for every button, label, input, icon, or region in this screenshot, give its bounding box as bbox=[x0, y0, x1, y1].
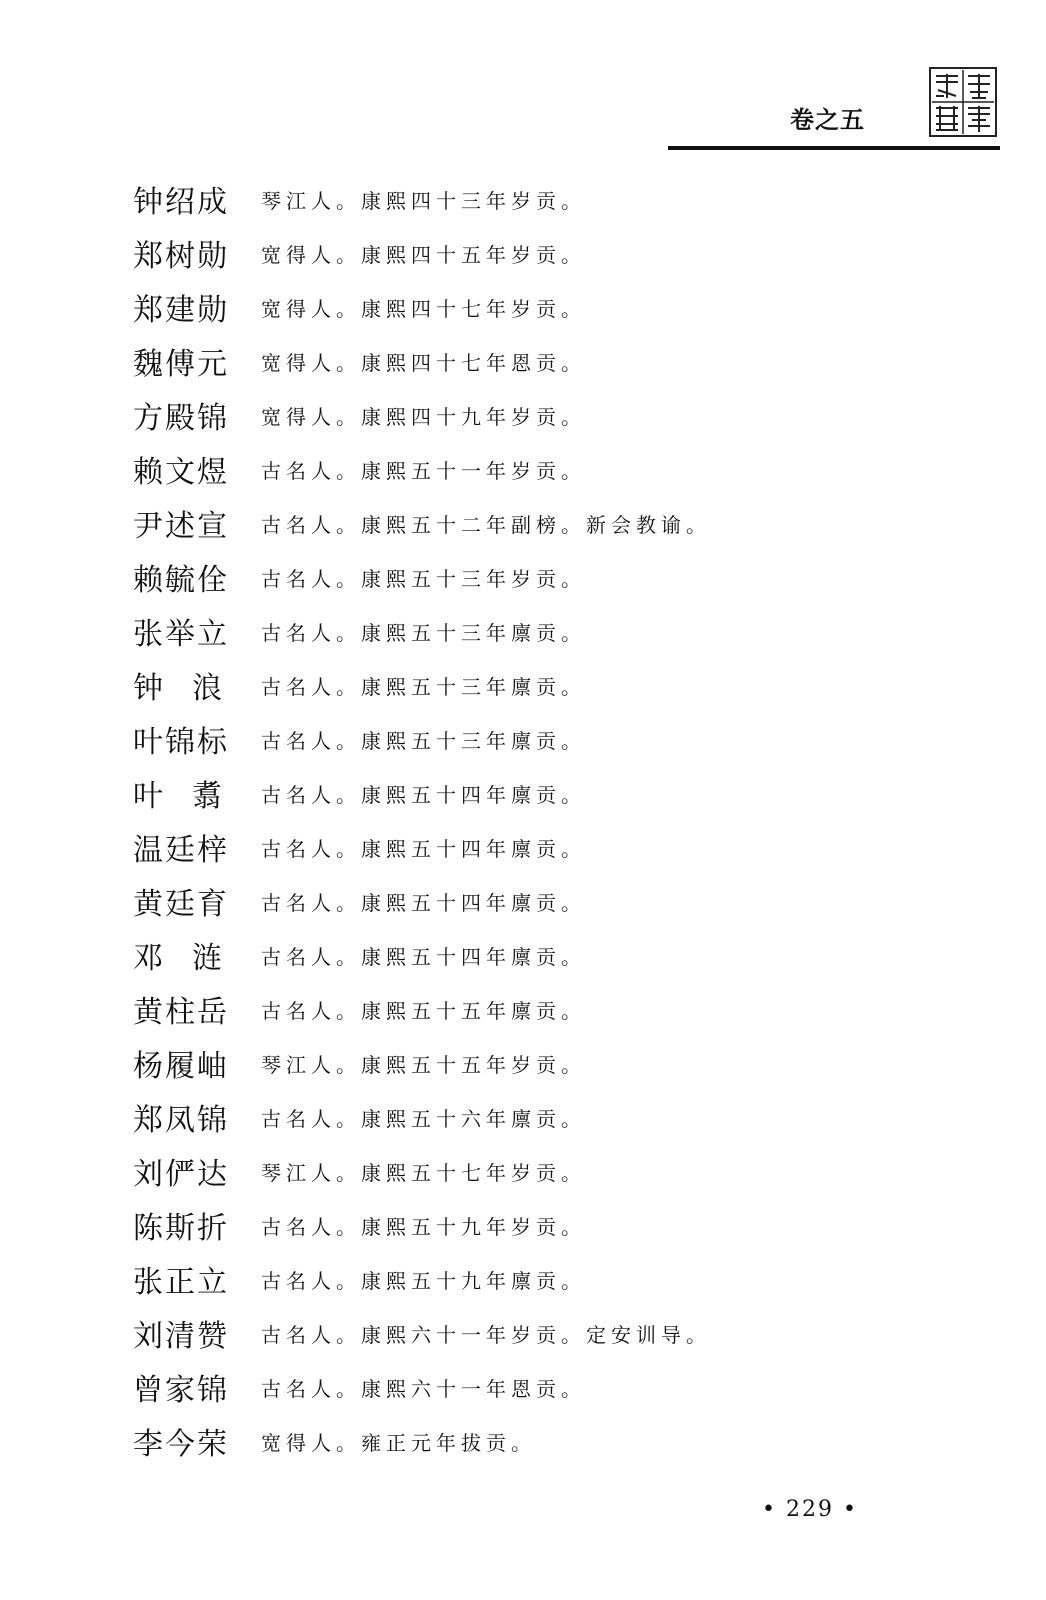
person-name: 刘俨达 bbox=[133, 1157, 229, 1192]
person-description: 古名人。康熙五十四年廪贡。 bbox=[261, 783, 586, 807]
person-name: 钟绍成 bbox=[133, 185, 229, 220]
person-description: 古名人。康熙五十三年廪贡。 bbox=[261, 675, 586, 699]
person-description: 古名人。康熙五十一年岁贡。 bbox=[261, 459, 586, 483]
person-name: 魏傅元 bbox=[133, 347, 229, 382]
person-name: 李今荣 bbox=[133, 1427, 229, 1462]
person-name: 郑建勋 bbox=[133, 293, 229, 328]
person-name: 曾家锦 bbox=[133, 1373, 229, 1408]
person-name: 刘清赞 bbox=[133, 1319, 229, 1354]
person-description: 琴江人。康熙四十三年岁贡。 bbox=[261, 189, 586, 213]
person-name: 温廷梓 bbox=[133, 833, 229, 868]
person-description: 古名人。康熙六十一年岁贡。定安训导。 bbox=[261, 1323, 711, 1347]
person-name: 杨履岫 bbox=[133, 1049, 229, 1084]
header-rule bbox=[668, 146, 1000, 150]
person-description: 古名人。康熙五十四年廪贡。 bbox=[261, 891, 586, 915]
person-description: 古名人。康熙五十三年廪贡。 bbox=[261, 729, 586, 753]
person-name: 张正立 bbox=[133, 1265, 229, 1300]
page-number: • 229 • bbox=[762, 1497, 858, 1522]
person-description: 琴江人。康熙五十七年岁贡。 bbox=[261, 1161, 586, 1185]
person-description: 宽得人。康熙四十五年岁贡。 bbox=[261, 243, 586, 267]
person-description: 古名人。康熙六十一年恩贡。 bbox=[261, 1377, 586, 1401]
person-name: 方殿锦 bbox=[133, 401, 229, 436]
person-name: 叶锦标 bbox=[133, 725, 229, 760]
person-description: 古名人。康熙五十九年岁贡。 bbox=[261, 1215, 586, 1239]
person-description: 古名人。康熙五十二年副榜。新会教谕。 bbox=[261, 513, 711, 537]
person-description: 古名人。康熙五十六年廪贡。 bbox=[261, 1107, 586, 1131]
person-description: 古名人。康熙五十三年岁贡。 bbox=[261, 567, 586, 591]
seal-stamp-icon bbox=[928, 66, 998, 138]
person-description: 宽得人。康熙四十七年岁贡。 bbox=[261, 297, 586, 321]
person-name: 赖文煜 bbox=[133, 455, 229, 490]
person-description: 古名人。康熙五十五年廪贡。 bbox=[261, 999, 586, 1023]
person-name: 尹述宣 bbox=[133, 509, 229, 544]
person-description: 古名人。康熙五十三年廪贡。 bbox=[261, 621, 586, 645]
person-name: 陈斯折 bbox=[133, 1211, 229, 1246]
person-name: 邓涟 bbox=[133, 941, 251, 976]
person-name: 黄柱岳 bbox=[133, 995, 229, 1030]
person-description: 古名人。康熙五十九年廪贡。 bbox=[261, 1269, 586, 1293]
person-name: 郑凤锦 bbox=[133, 1103, 229, 1138]
person-name: 黄廷育 bbox=[133, 887, 229, 922]
person-description: 宽得人。康熙四十九年岁贡。 bbox=[261, 405, 586, 429]
person-name: 张举立 bbox=[133, 617, 229, 652]
person-description: 琴江人。康熙五十五年岁贡。 bbox=[261, 1053, 586, 1077]
chapter-title: 卷之五 bbox=[790, 106, 865, 134]
person-name: 郑树勋 bbox=[133, 239, 229, 274]
person-description: 古名人。康熙五十四年廪贡。 bbox=[261, 837, 586, 861]
person-name: 钟浪 bbox=[133, 671, 251, 706]
person-name: 叶翥 bbox=[133, 779, 251, 814]
person-name: 赖毓佺 bbox=[133, 563, 229, 598]
person-description: 古名人。康熙五十四年廪贡。 bbox=[261, 945, 586, 969]
person-description: 宽得人。雍正元年拔贡。 bbox=[261, 1431, 536, 1455]
person-description: 宽得人。康熙四十七年恩贡。 bbox=[261, 351, 586, 375]
